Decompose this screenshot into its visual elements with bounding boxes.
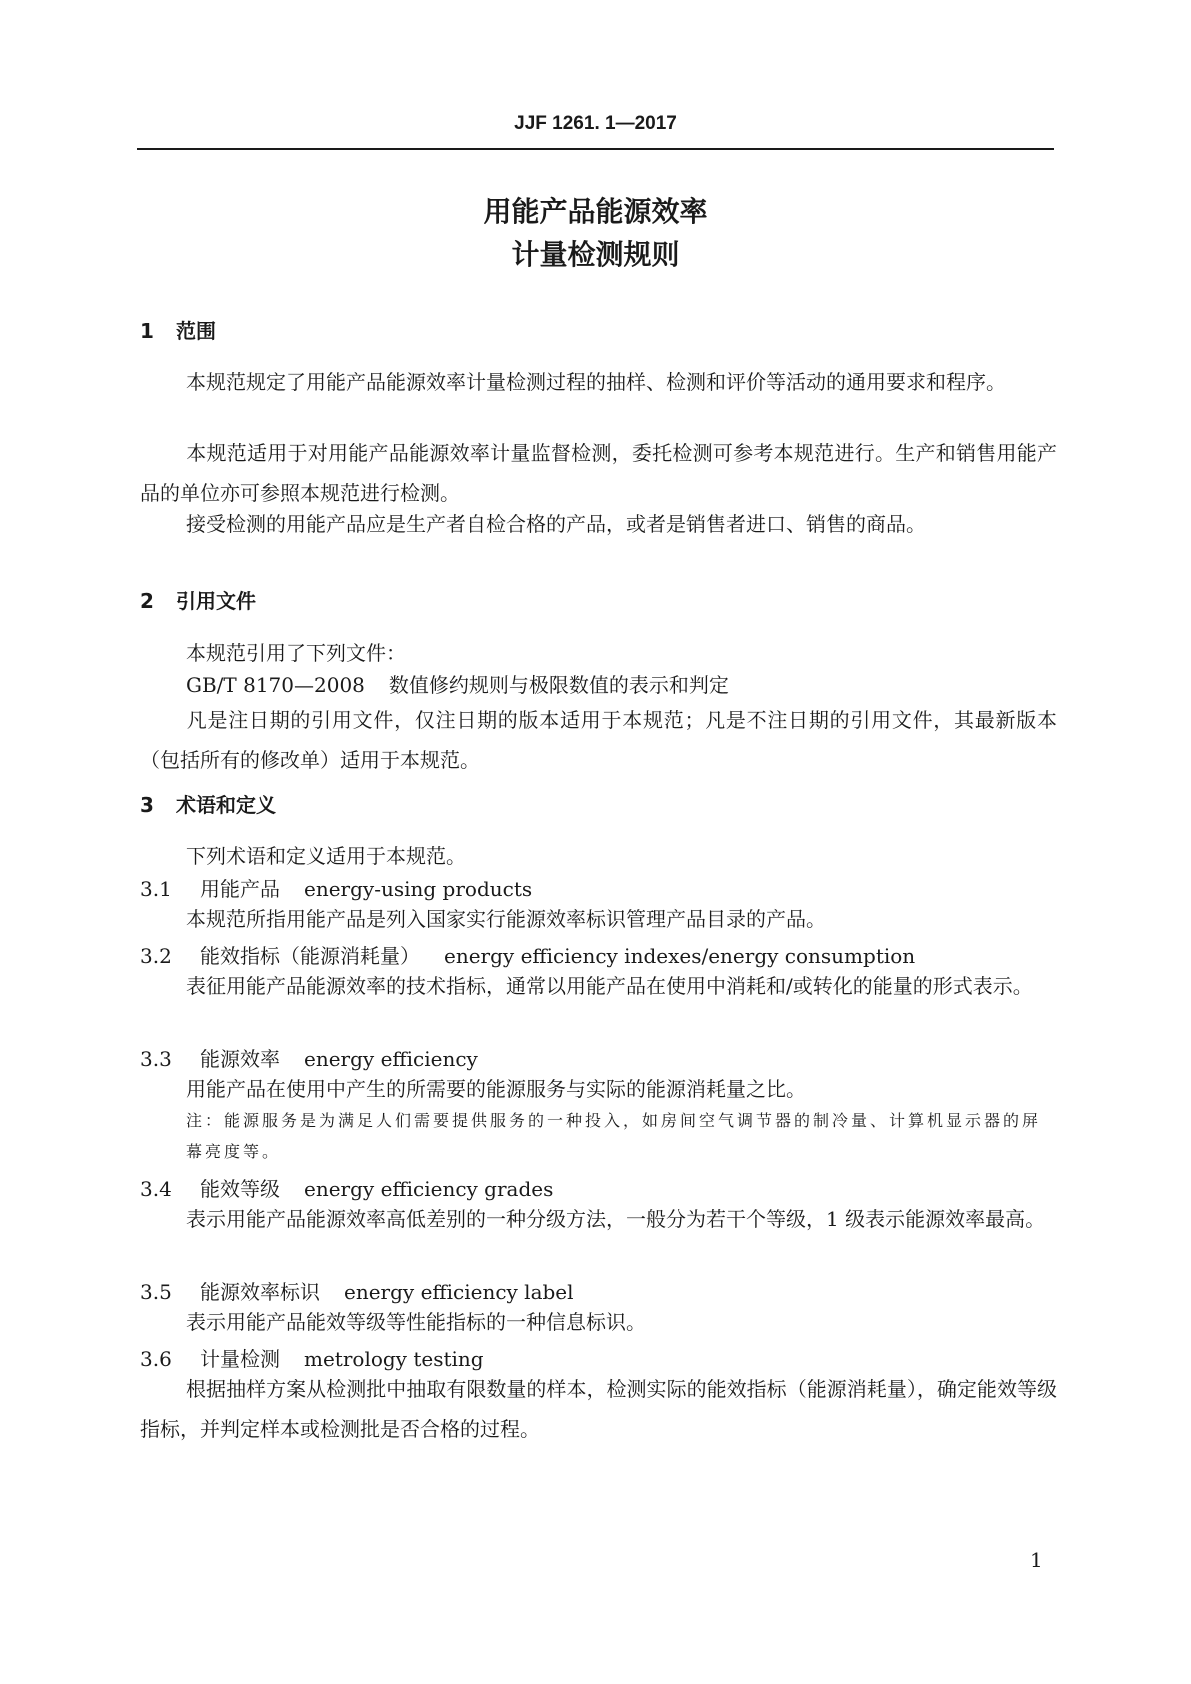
page-number: 1: [1030, 1548, 1043, 1572]
section-2-heading: [140, 585, 256, 614]
term-number: 3.6: [140, 1347, 172, 1371]
section-title: 范围: [176, 319, 216, 343]
term-3-3-note: 注：能源服务是为满足人们需要提供服务的一种投入，如房间空气调节器的制冷量、计算机显示器的屏幕亮度等。: [186, 1111, 1042, 1161]
section-title: 引用文件: [176, 589, 256, 613]
term-number: 3.4: [140, 1177, 172, 1201]
normative-reference: [186, 669, 729, 698]
term-3-5-definition: 表示用能产品能效等级等性能指标的一种信息标识。: [186, 1310, 646, 1334]
term-english: metrology testing: [304, 1347, 484, 1371]
term-3-6-definition: 根据抽样方案从检测批中抽取有限数量的样本，检测实际的能效指标（能源消耗量），确定能效等级指标，并判定样本或检测批是否合格的过程。: [140, 1377, 1057, 1441]
section-1-paragraph-2: 本规范适用于对用能产品能源效率计量监督检测，委托检测可参考本规范进行。生产和销售用能产品的单位亦可参照本规范进行检测。: [140, 441, 1057, 505]
section-1-heading: [140, 315, 216, 344]
section-2-paragraph-1: 本规范引用了下列文件：: [186, 641, 406, 665]
term-english: energy efficiency grades: [304, 1177, 554, 1201]
term-3-2: [140, 940, 915, 969]
page-header-code: JJF 1261. 1—2017: [514, 113, 677, 134]
term-chinese: 计量检测: [200, 1347, 280, 1371]
reference-title: 数值修约规则与极限数值的表示和判定: [388, 673, 729, 697]
term-3-3: [140, 1043, 478, 1072]
term-3-3-definition: 用能产品在使用中产生的所需要的能源服务与实际的能源消耗量之比。: [186, 1077, 806, 1101]
term-chinese: 能源效率: [200, 1047, 280, 1071]
term-english: energy efficiency: [304, 1047, 478, 1071]
document-title-line2: 计量检测规则: [511, 238, 680, 271]
section-1-paragraph-1: 本规范规定了用能产品能源效率计量检测过程的抽样、检测和评价等活动的通用要求和程序。: [186, 370, 1006, 394]
term-number: 3.2: [140, 944, 172, 968]
term-3-5: [140, 1276, 574, 1305]
term-number: 3.3: [140, 1047, 172, 1071]
term-chinese: 用能产品: [200, 877, 280, 901]
term-number: 3.5: [140, 1280, 172, 1304]
term-3-1: [140, 873, 532, 902]
section-2-paragraph-2: 凡是注日期的引用文件，仅注日期的版本适用于本规范；凡是不注日期的引用文件，其最新版本（包括所有的修改单）适用于本规范。: [140, 708, 1057, 772]
term-3-1-definition: 本规范所指用能产品是列入国家实行能源效率标识管理产品目录的产品。: [186, 907, 826, 931]
term-english: energy efficiency label: [344, 1280, 574, 1304]
section-number: 2: [140, 589, 154, 613]
term-3-4: [140, 1173, 553, 1202]
term-chinese: 能效等级: [200, 1177, 280, 1201]
term-number: 3.1: [140, 877, 172, 901]
reference-code: GB/T 8170—2008: [186, 673, 365, 697]
term-3-6: [140, 1343, 484, 1372]
section-number: 1: [140, 319, 154, 343]
section-3-heading: [140, 789, 276, 818]
section-1-paragraph-3: 接受检测的用能产品应是生产者自检合格的产品，或者是销售者进口、销售的商品。: [186, 512, 926, 536]
term-3-2-definition: 表征用能产品能源效率的技术指标，通常以用能产品在使用中消耗和/或转化的能量的形式表示。: [186, 974, 1033, 998]
term-english: energy-using products: [304, 877, 533, 901]
term-chinese: 能源效率标识: [200, 1280, 320, 1304]
term-3-4-definition: 表示用能产品能源效率高低差别的一种分级方法，一般分为若干个等级，1 级表示能源效率最高。: [186, 1207, 1046, 1231]
document-title-line1: 用能产品能源效率: [483, 195, 708, 228]
section-3-intro: 下列术语和定义适用于本规范。: [186, 844, 466, 868]
term-chinese: 能效指标（能源消耗量）: [200, 944, 420, 968]
section-number: 3: [140, 793, 154, 817]
term-english: energy efficiency indexes/energy consumption: [444, 944, 916, 968]
section-title: 术语和定义: [176, 793, 276, 817]
header-rule: [137, 148, 1054, 150]
